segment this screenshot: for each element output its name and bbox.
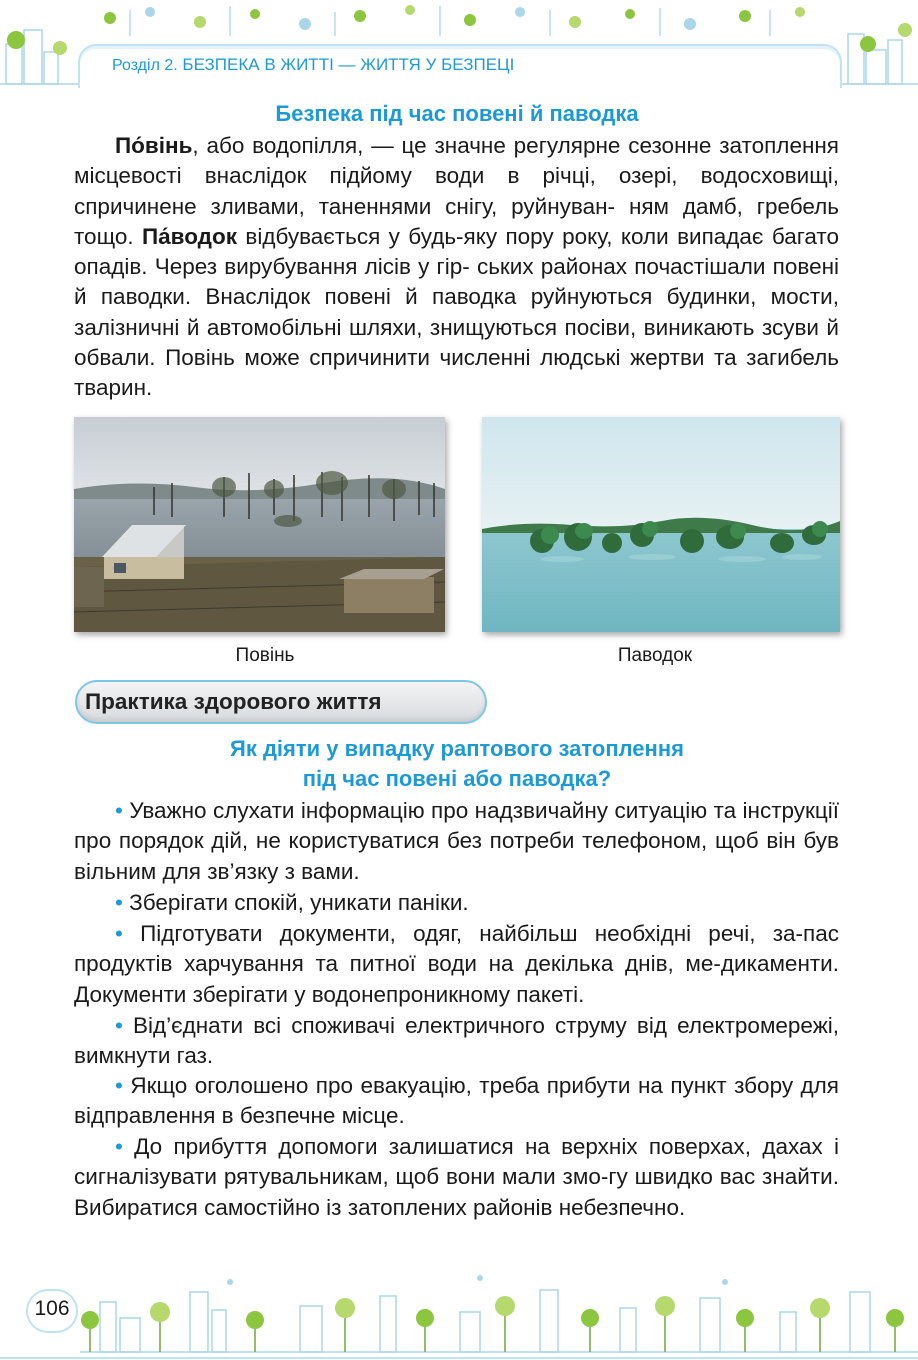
list-item: [74, 1132, 839, 1223]
flood-photo: [74, 417, 445, 632]
list-item: [74, 1071, 839, 1132]
bullet-icon: •: [115, 1013, 123, 1038]
top-pattern: [104, 5, 805, 36]
list-item-text: Зберігати спокій, уникати паніки.: [129, 890, 469, 915]
list-item: [74, 888, 839, 918]
photo-caption-right: Паводок: [617, 645, 693, 666]
list-item: [74, 796, 839, 887]
section-banner-title: Практика здорового життя: [85, 689, 382, 714]
section-label: Розділ 2.: [112, 57, 178, 74]
section-title: БЕЗПЕКА В ЖИТТІ — ЖИТТЯ У БЕЗПЕЦІ: [182, 55, 515, 74]
bullet-icon: •: [115, 921, 123, 946]
bullet-icon: •: [115, 890, 123, 915]
question-line-2: під час повені або паводка?: [302, 766, 612, 791]
topic-title: Безпека під час повені й паводка: [275, 101, 639, 126]
running-header: [112, 55, 514, 75]
list-item-text: До прибуття допомоги залишатися на верхніх поверхах, дахах і сигналізувати рятувальникам, щоб вони мали змо-гу швидко вас знайти. Вибиратися самостійно із затоплених районів небезпечно.: [74, 1134, 839, 1220]
list-item-text: Якщо оголошено про евакуацію, треба прибути на пункт збору для відправлення в безпечне місце.: [74, 1073, 839, 1129]
paragraph-text: ських районах почастішали повені й паводки. Внаслідок повені й паводка руйнуються будинки, мости, залізничні й автомобільні шляхи, знищуються посіви, виникають зсуви й обвали. Повінь може спричинити численні людські жертви та загибель тварин.: [74, 254, 840, 401]
list-item-text: Підготувати документи, одяг, найбільш необхідні речі, за-пас продуктів харчування та питної води на декілька днів, ме-дикаменти. Документи зберігати у водонепроникному пакеті.: [74, 921, 839, 1007]
bullet-icon: •: [115, 1073, 123, 1098]
bullet-icon: •: [115, 1134, 123, 1159]
page-number: 106: [34, 1297, 70, 1320]
footer-decoration: [0, 1262, 918, 1360]
photo-caption-left: Повінь: [235, 645, 295, 666]
paragraph-text: відбувається у будь-яку пору року, коли випадає багато опадів. Через вирубування лісів у гір-: [74, 223, 840, 280]
wind-turbine-icon: [227, 1275, 728, 1285]
term-pavodok: Па́водок: [142, 223, 237, 249]
question-line-1: Як діяти у випадку раптового затоплення: [230, 736, 684, 761]
list-item: [74, 919, 839, 1010]
high-water-photo: [482, 417, 840, 632]
topic-paragraph: [74, 131, 839, 404]
paragraph-text: ням дамб, гребель тощо.: [74, 193, 839, 249]
list-item-text: Від’єднати всі споживачі електричного струму від електромережі, вимкнути газ.: [74, 1013, 839, 1069]
paragraph-text: , або водопілля, — це значне регулярне сезонне затоплення місцевості внаслідок підйому води в річці, озері, водосховищі, спричинене зливами, таненнями снігу, руйнуван-: [74, 133, 839, 219]
list-item: [74, 1011, 839, 1072]
list-item-text: Уважно слухати інформацію про надзвичайну ситуацію та інструкції про порядок дій, не користуватися без потреби телефоном, щоб він був вільним для зв’язку з вами.: [74, 798, 839, 884]
bullet-icon: •: [115, 798, 123, 823]
term-povin: По́вінь: [115, 133, 193, 158]
